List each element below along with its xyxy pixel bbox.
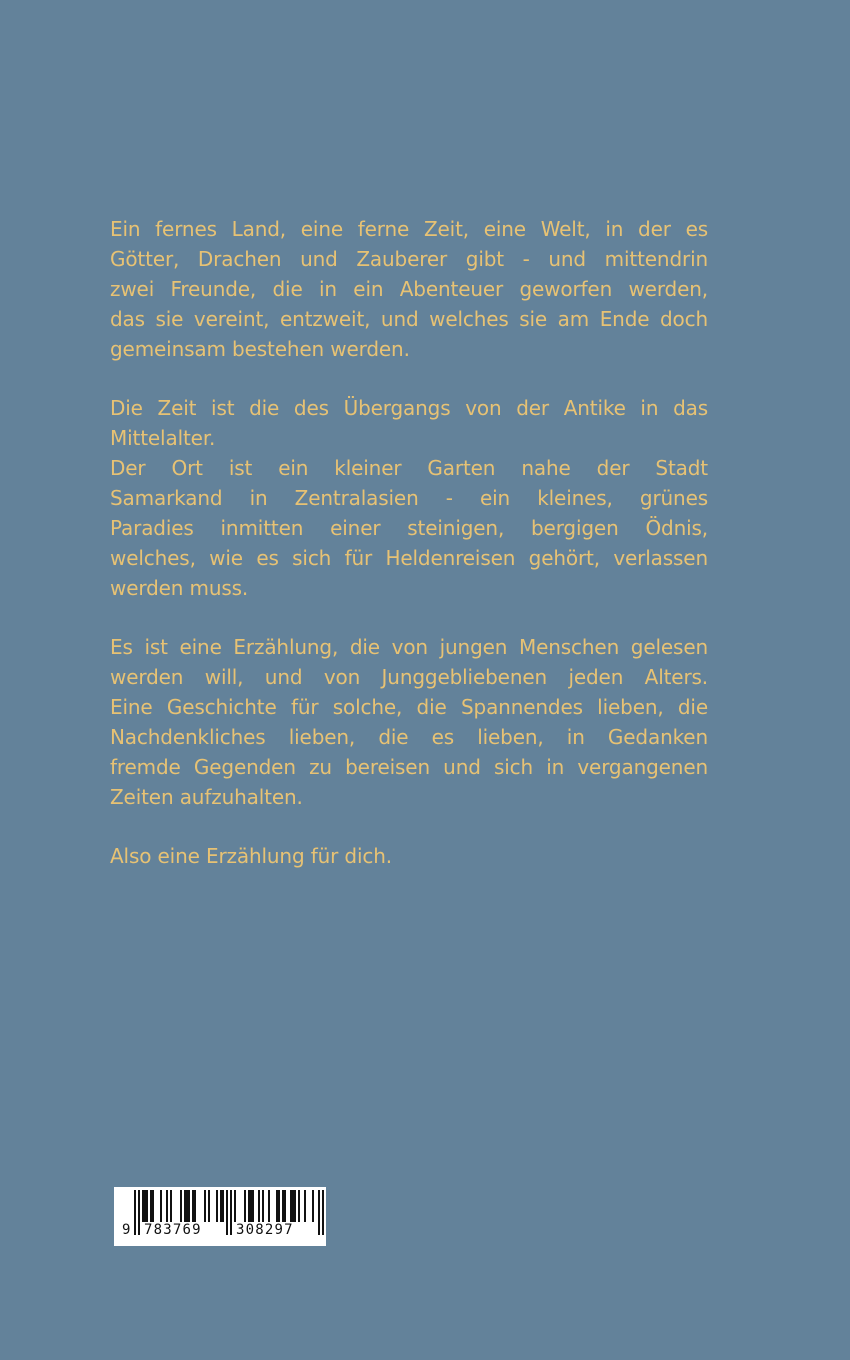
barcode-bar: [248, 1190, 254, 1222]
barcode-bar: [142, 1190, 148, 1222]
barcode-digits-left: 783769: [144, 1222, 202, 1238]
barcode-bar: [180, 1190, 182, 1222]
text-line: Zeiten aufzuhalten.: [110, 785, 303, 809]
blurb-paragraph-2: [110, 393, 708, 603]
blurb-paragraph-4: [110, 841, 708, 871]
barcode-bar: [276, 1190, 280, 1222]
barcode-guard-bar: [138, 1190, 140, 1235]
barcode-bar: [160, 1190, 162, 1222]
barcode-bar: [204, 1190, 206, 1222]
barcode-guard-bar: [322, 1190, 324, 1235]
text-line: Paradies inmitten einer steinigen, bergigen Ödnis,: [110, 516, 708, 540]
barcode-bar: [268, 1190, 270, 1222]
text-line: Die Zeit ist die des Übergangs von der Antike in das: [110, 396, 708, 420]
text-line: fremde Gegenden zu bereisen und sich in vergangenen: [110, 755, 708, 779]
barcode-bar: [220, 1190, 224, 1222]
text-line: Eine Geschichte für solche, die Spannendes lieben, die: [110, 695, 708, 719]
barcode-bar: [258, 1190, 260, 1222]
barcode-bar: [166, 1190, 168, 1222]
barcode-bar: [170, 1190, 172, 1222]
barcode-digits-right: 308297: [236, 1222, 294, 1238]
barcode-bar: [208, 1190, 210, 1222]
text-line: werden muss.: [110, 576, 249, 600]
barcode-bar: [290, 1190, 296, 1222]
barcode-bar: [192, 1190, 196, 1222]
text-line: Ein fernes Land, eine ferne Zeit, eine Welt, in der es: [110, 217, 708, 241]
barcode-guard-bar: [134, 1190, 136, 1235]
text-line: Nachdenkliches lieben, die es lieben, in Gedanken: [110, 725, 708, 749]
text-line: Es ist eine Erzählung, die von jungen Menschen gelesen: [110, 635, 708, 659]
barcode-bar: [234, 1190, 236, 1222]
barcode-bar: [244, 1190, 246, 1222]
blurb-text: [110, 214, 708, 900]
text-line: welches, wie es sich für Heldenreisen gehört, verlassen: [110, 546, 708, 570]
blurb-paragraph-3: [110, 632, 708, 812]
barcode-bar: [184, 1190, 190, 1222]
barcode-guard-bar: [226, 1190, 228, 1235]
text-line: gemeinsam bestehen werden.: [110, 337, 410, 361]
barcode-bar: [282, 1190, 286, 1222]
text-line: Also eine Erzählung für dich.: [110, 844, 392, 868]
text-line: Samarkand in Zentralasien - ein kleines, grünes: [110, 486, 708, 510]
text-line: Götter, Drachen und Zauberer gibt - und mittendrin: [110, 247, 708, 271]
barcode-digit-prefix: 9: [122, 1222, 132, 1238]
text-line: werden will, und von Junggebliebenen jeden Alters.: [110, 665, 708, 689]
text-line: Mittelalter.: [110, 426, 216, 450]
barcode-bar: [298, 1190, 300, 1222]
text-line: Der Ort ist ein kleiner Garten nahe der Stadt: [110, 456, 708, 480]
barcode-bar: [304, 1190, 306, 1222]
barcode-bar: [262, 1190, 264, 1222]
barcode-bar: [216, 1190, 218, 1222]
barcode-bar: [312, 1190, 314, 1222]
barcode-guard-bar: [230, 1190, 232, 1235]
barcode-bar: [150, 1190, 154, 1222]
blurb-paragraph-1: [110, 214, 708, 364]
barcode-guard-bar: [318, 1190, 320, 1235]
text-line: das sie vereint, entzweit, und welches sie am Ende doch: [110, 307, 708, 331]
isbn-barcode: [114, 1187, 326, 1246]
text-line: zwei Freunde, die in ein Abenteuer geworfen werden,: [110, 277, 708, 301]
